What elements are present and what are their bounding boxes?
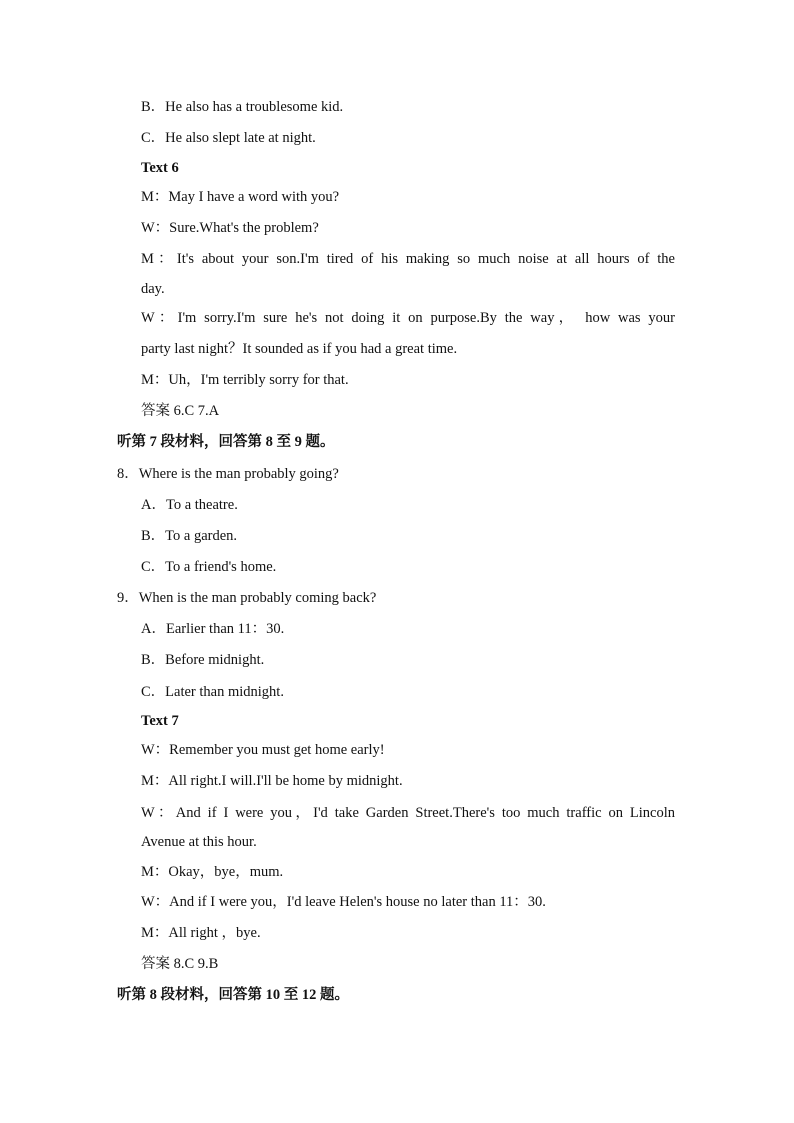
dialogue-line: M：May I have a word with you? (141, 189, 340, 205)
option-b: B．He also has a troublesome kid. (141, 99, 344, 115)
option-a: A．To a theatre. (141, 497, 238, 513)
listening-instruction: 听第 8 段材料，回答第 10 至 12 题。 (117, 987, 349, 1003)
question: 8．Where is the man probably going? (117, 466, 339, 482)
dialogue-line-continued: day. (141, 281, 165, 297)
dialogue-line: M：All right.I will.I'll be home by midnight. (141, 773, 403, 789)
dialogue-line: M：Okay，bye，mum. (141, 864, 284, 880)
dialogue-line-continued: Avenue at this hour. (141, 834, 257, 850)
option-b: B．Before midnight. (141, 652, 265, 668)
option-a: A．Earlier than 11：30. (141, 621, 285, 637)
option-c: C．Later than midnight. (141, 684, 284, 700)
dialogue-line-continued: party last night？It sounded as if you had a great time. (141, 341, 458, 357)
option-b: B．To a garden. (141, 528, 238, 544)
dialogue-line: W：I'm sorry.I'm sure he's not doing it on purpose.By the way， how was your (141, 310, 675, 326)
question: 9．When is the man probably coming back? (117, 590, 377, 606)
dialogue-line: W：And if I were you，I'd take Garden Street.There's too much traffic on Lincoln (141, 805, 675, 821)
dialogue-line: W：Remember you must get home early! (141, 742, 385, 758)
dialogue-line: W：Sure.What's the problem? (141, 220, 319, 236)
section-heading: Text 6 (141, 160, 179, 176)
dialogue-line: M：Uh，I'm terribly sorry for that. (141, 372, 349, 388)
option-c: C．To a friend's home. (141, 559, 277, 575)
option-c: C．He also slept late at night. (141, 130, 316, 146)
answer-key: 答案 8.C 9.B (141, 956, 219, 972)
dialogue-line: M：All right ，bye. (141, 925, 261, 941)
dialogue-line: M：It's about your son.I'm tired of his making so much noise at all hours of the (141, 251, 675, 267)
dialogue-line: W：And if I were you，I'd leave Helen's house no later than 11：30. (141, 894, 546, 910)
listening-instruction: 听第 7 段材料，回答第 8 至 9 题。 (117, 434, 335, 450)
answer-key: 答案 6.C 7.A (141, 403, 220, 419)
section-heading: Text 7 (141, 713, 179, 729)
